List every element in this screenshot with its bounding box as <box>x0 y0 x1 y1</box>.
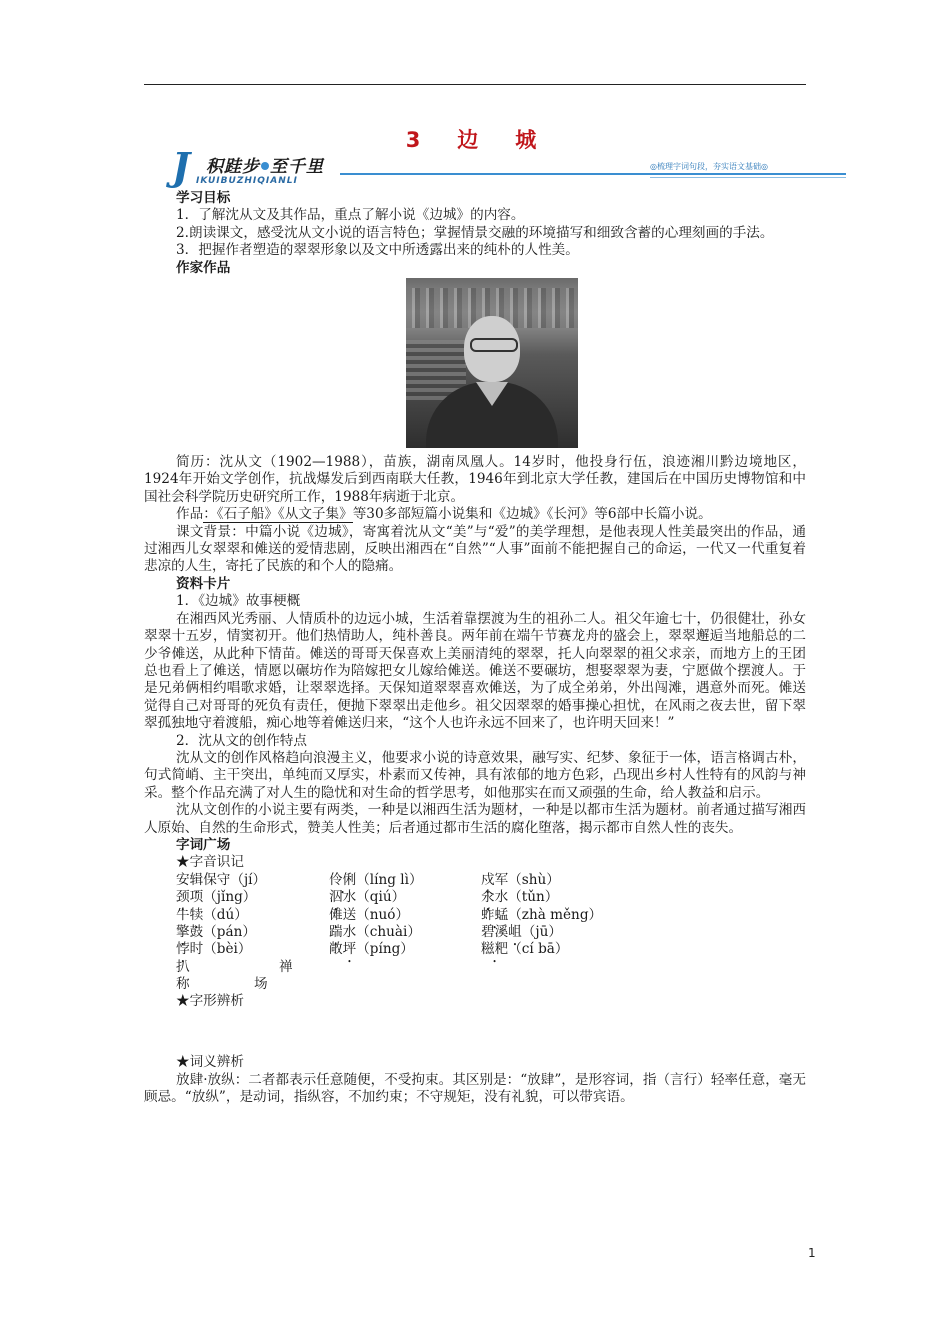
meaning-text: 放肆·放纵：二者都表示任意随便，不受拘束。其区别是：“放肆”，是形容词，指（言行）轻率任意，毫无顾忌。“放纵”，是动词，指纵容，不加约束；不守规矩，没有礼貌，可以带宾语。 <box>144 1071 806 1106</box>
pron-item: 安辑保守（jí） <box>176 871 267 888</box>
leftover-chars <box>144 959 806 993</box>
pron-item: 蚱蜢（zhà měng） <box>481 906 603 923</box>
goal-item: 2.朗读课文，感受沈从文小说的语言特色；掌握情景交融的环境描写和细致含蓄的心理刻画的手法。 <box>176 224 774 241</box>
leftover-char: 场 <box>254 975 268 992</box>
banner-dot-icon <box>261 162 269 170</box>
works-rest: 等30多部短篇小说集和《边城》《长河》等6部中长篇小说。 <box>352 506 712 523</box>
pron-item: 戍军（shù） <box>481 871 560 888</box>
banner-letter: J <box>172 144 190 189</box>
card-1-title: 1．《边城》故事梗概 <box>176 593 301 610</box>
pron-item: 踹水（chuài） <box>329 924 421 940</box>
banner-text-b: 至千里 <box>270 157 324 177</box>
banner-line <box>340 173 846 175</box>
blank-space <box>144 1010 806 1054</box>
pron-item: 颈项（jǐng） <box>176 889 257 906</box>
pron-item: 碧溪岨（jū） <box>481 924 562 940</box>
section-banner <box>170 146 850 188</box>
works-underlined: ：《石子船》《从文子集》 <box>203 506 353 523</box>
vocab-heading: 字词广场 <box>176 836 231 853</box>
goal-item: 3．把握作者塑造的翠翠形象以及文中所透露出来的纯朴的人性美。 <box>176 242 579 259</box>
card-1-text: 在湘西风光秀丽、人情质朴的边远小城，生活着靠摆渡为生的祖孙二人。祖父年逾七十，仍很健壮，孙女翠翠十五岁，情窦初开。他们热情助人，纯朴善良。两年前在端午节赛龙舟的盛会上，翠翠邂逅当地船总的二少爷傩送，从此种下情苗。傩送的哥哥天保喜欢上美丽清纯的翠翠，托人向翠翠的祖父求亲，而地方上的王团总也看上了傩送，情愿以碾坊作为陪嫁把女儿嫁给傩送。傩送不要碾坊，想娶翠翠为妻，宁愿做个摆渡人。于是兄弟俩相约唱歌求婚，让翠翠选择。天保知道翠翠喜欢傩送，为了成全弟弟，外出闯滩，遇意外而死。傩送觉得自己对哥哥的死负有责任，便抛下翠翠出走他乡。祖父因翠翠的婚事操心担忧，在风雨之夜去世，留下翠翠孤独地守着渡船，痴心地等着傩送归来，“这个人也许永远不回来了，也许明天回来！” <box>144 610 806 732</box>
pron-item: 敞坪（píng） <box>329 941 414 958</box>
text-background: 课文背景：中篇小说《边城》，寄寓着沈从文“美”与“爱”的美学理想，是他表现人性美最突出的作品，通过湘西儿女翠翠和傩送的爱情悲剧，反映出湘西在“自然”“人事”面前不能把握自己的命运，一代又一代重复着悲凉的人生，寄托了民族的和个人的隐痛。 <box>144 523 806 575</box>
card-2-text: 沈从文的创作风格趋向浪漫主义，他要求小说的诗意效果，融写实、纪梦、象征于一体，语言格调古朴，句式简峭、主干突出，单纯而又厚实，朴素而又传神，具有浓郁的地方色彩，凸现出乡村人性特有的风韵与神采。整个作品充满了对人生的隐忧和对生命的哲学思考，如他那实在而又顽强的生命，给人教益和启示。 <box>144 749 806 801</box>
header-rule <box>144 84 806 85</box>
author-heading: 作家作品 <box>176 259 231 276</box>
pron-heading: ★字音识记 <box>176 854 244 871</box>
works-prefix: 作品 <box>176 506 204 523</box>
page-title: 3 边 城 <box>405 128 545 152</box>
card-2-title: 2．沈从文的创作特点 <box>176 732 307 749</box>
author-photo-block <box>144 278 806 450</box>
goal-item: 1．了解沈从文及其作品，重点了解小说《边城》的内容。 <box>176 207 525 224</box>
pron-item: 糍粑（cí bā） <box>481 941 569 958</box>
banner-pinyin: IKUIBUZHIQIANLI <box>196 176 298 186</box>
document-body <box>144 190 806 1106</box>
author-photo <box>406 278 578 448</box>
banner-note: ◎梳理字词句段，夯实语文基础◎ <box>650 162 768 171</box>
banner-text <box>206 152 324 177</box>
pron-item: 氽水（tǔn） <box>481 889 559 906</box>
author-bio: 简历：沈从文（1902—1988），苗族，湖南凤凰人。14岁时，他投身行伍，浪迹湘川黔边境地区，1924年开始文学创作，抗战爆发后到西南联大任教，1946年到北京大学任教，建国后在中国历史博物馆和中国社会科学院历史研究所工作，1988年病逝于北京。 <box>144 454 806 505</box>
banner-line-secondary <box>650 177 846 178</box>
pron-item: 泅水（qiú） <box>329 889 406 906</box>
leftover-char: 称 <box>176 975 190 992</box>
author-works <box>144 506 806 523</box>
card-heading: 资料卡片 <box>176 575 231 592</box>
page-number: 1 <box>808 1246 816 1260</box>
leftover-char: 禅 <box>279 958 293 975</box>
leftover-char: 扒 <box>176 958 190 975</box>
card-2-text: 沈从文创作的小说主要有两类，一种是以湘西生活为题材，一种是以都市生活为题材。前者通过描写湘西人原始、自然的生命形式，赞美人性美；后者通过都市生活的腐化堕落，揭示都市自然人性的丧失。 <box>144 802 806 836</box>
pron-item: 擎鼓（pán） <box>176 924 256 940</box>
banner-text-a: 积跬步 <box>206 157 260 177</box>
pron-item: 傩送（nuó） <box>329 906 410 923</box>
pronunciation-grid <box>144 872 806 959</box>
goals-heading: 学习目标 <box>176 190 231 206</box>
pron-item: 悖时（bèi） <box>176 941 252 958</box>
pron-item: 伶俐（líng lì） <box>329 871 423 888</box>
shape-heading: ★字形辨析 <box>176 992 244 1009</box>
meaning-heading: ★词义辨析 <box>176 1054 244 1071</box>
pron-item: 牛犊（dú） <box>176 906 248 923</box>
